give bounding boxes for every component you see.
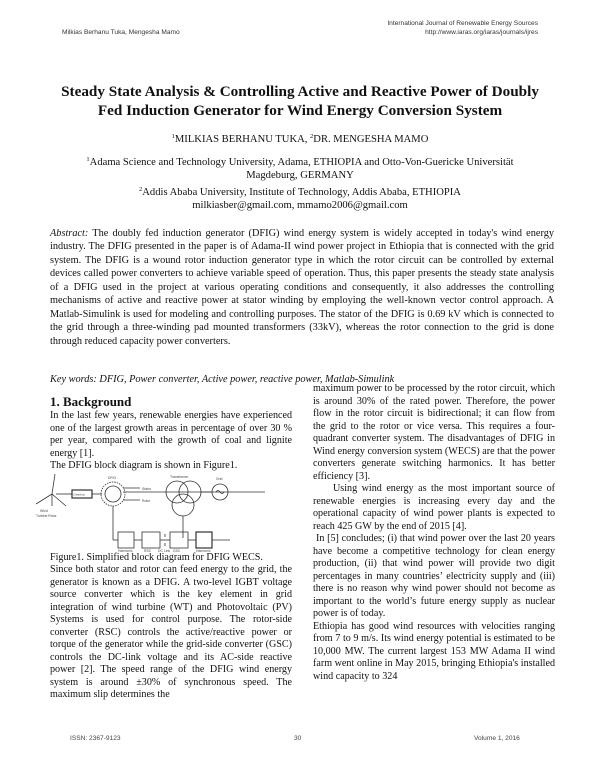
dfig-inner-icon [105, 486, 121, 502]
svg-text:Rotor: Rotor [142, 499, 151, 503]
footer-page-number: 30 [294, 735, 302, 742]
diagram-label-dfig: DFIG [108, 476, 117, 480]
author-list [0, 133, 600, 145]
svg-text:Harmonic: Harmonic [196, 549, 211, 553]
affiliation-2-text: Addis Ababa University, Institute of Technology, Addis Ababa, ETHIOPIA [142, 186, 461, 198]
keywords: Key words: DFIG, Power converter, Active power, reactive power, Matlab-Simulink [50, 374, 395, 385]
paragraph: In the last few years, renewable energies have experienced one of the largest growth areas in percentage of over 30 % per year, compared with the growth of coal and lignite energy [1]. [50, 410, 292, 459]
affiliation-1-marker: 1 [86, 156, 90, 163]
title-line-1: Steady State Analysis & Controlling Active and Reactive Power of Doubly [61, 83, 539, 100]
transformer-coil-3 [172, 494, 194, 516]
abstract [50, 227, 554, 348]
paragraph: In [5] concludes; (i) that wind power over the last 20 years have become a competitive technology for clean energy production, (ii) that wind power will provide two digit percentages in many countries’ electricity supply and (iii) there is no reason why wind power should not become as important to the world’s future energy supply as nuclear power is of today. [313, 533, 555, 619]
svg-text:Gearbox: Gearbox [73, 492, 86, 497]
diagram-label-transformer: Transformer [170, 475, 189, 479]
author-2-marker: 2 [310, 133, 314, 140]
svg-text:Harmonic: Harmonic [118, 549, 133, 553]
paragraph: Using wind energy as the most important source of renewable energies is increasing every day and the operational capacity of wind power plants is expected to reach 425 GW by the end of 2015 [4]. [313, 483, 555, 532]
paragraph: Since both stator and rotor can feed energy to the grid, the generator is known as a DFIG. A two-level IGBT voltage source converter which is the key element in grid integration of wind turbine (WT) and Photovoltaic (PV) Systems is used for control purpose. The rotor-side converter (RSC) controls the active/reactive power or torque of the generator while the grid-side converter (GSC) controls the DC-link voltage and its AC-side reactive power [2]. The speed range of the DFIG wind energy system is around ±30% of synchronous speed. The maximum slip determines the [50, 564, 292, 700]
gsc-block [170, 532, 188, 548]
rsc-block [142, 532, 160, 548]
affiliations [0, 153, 600, 213]
paragraph: The DFIG block diagram is shown in Figure1. [50, 460, 238, 471]
diagram-label-turbine: Wind [40, 509, 48, 513]
author-1: MILKIAS BERHANU TUKA, [174, 134, 311, 145]
footer-volume: Volume 1, 2016 [474, 735, 520, 742]
running-header-authors: Milkias Berhanu Tuka, Mengesha Mamo [62, 29, 180, 36]
diagram-label-grid: Grid [216, 477, 223, 481]
wind-turbine-icon [36, 474, 66, 506]
harmonic-filter-1-block [118, 532, 134, 548]
affiliation-1-cont: Magdeburg, GERMANY [246, 170, 354, 182]
abstract-text: The doubly fed induction generator (DFIG) wind energy system is widely accepted in today's wind energy industry. The DFIG presented in the paper is of Adama-II wind power project in Ethiopia that is connected with the grid system. The DFIG is a wound rotor induction generator type in which the rotor circuit can be controlled by external devices called power converters to achieve variable speed of operation. Thus, this paper presents the steady state analysis of a DFIG used in the project at various operating conditions and consequently, it also addresses the controlling mechanisms of active and reactive power at stator winding by employing the well-known vector control approach. A Matlab-Simulink is used for modeling and controlling purposes. The stator of the DFIG is 0.69 kV which is connected to the grid through a three-winding pad mounted transformers (33kV), whereas the rotor connection to the grid is done through reduced capacity power converters. [50, 228, 554, 347]
journal-name: International Journal of Renewable Energy Sources [387, 20, 538, 27]
svg-text:GSC: GSC [173, 549, 181, 553]
abstract-label: Abstract: [50, 228, 89, 239]
running-header-journal [387, 19, 538, 37]
affiliation-1 [0, 153, 600, 169]
svg-text:RSC: RSC [144, 549, 152, 553]
author-2: DR. MENGESHA MAMO [313, 134, 429, 145]
left-column-top [50, 394, 292, 473]
harmonic-filter-2-block [196, 532, 212, 548]
journal-url[interactable]: http://www.iaras.org/iaras/journals/ijres [425, 29, 538, 36]
author-emails[interactable]: milkiasber@gmail.com, mmamo2006@gmail.com [192, 200, 408, 212]
affiliation-2-marker: 2 [139, 185, 143, 193]
left-column-bottom [50, 564, 292, 702]
figure-caption: Figure1. Simplified block diagram for DFIG WECS. [50, 552, 263, 563]
dfig-block-diagram [30, 470, 300, 553]
affiliation-2 [0, 183, 600, 199]
right-column [313, 383, 555, 683]
svg-text:Turbine Rotor: Turbine Rotor [36, 514, 57, 518]
author-1-marker: 1 [171, 133, 175, 140]
paragraph: Ethiopia has good wind resources with velocities ranging from 7 to 9 m/s. Its wind energy potential is estimated to be 10,000 MW. The current largest 153 MW Adama II wind farm went online in May 2015, bringing Ethiopia's installed wind capacity to 324 [313, 620, 555, 682]
svg-text:Stator: Stator [142, 487, 152, 491]
paper-title [20, 82, 580, 120]
footer-issn: ISSN: 2367-9123 [70, 735, 121, 742]
title-line-2: Fed Induction Generator for Wind Energy Conversion System [97, 102, 503, 119]
paragraph: maximum power to be processed by the rotor circuit, which is around 30% of the rated power. Therefore, the power flow in the rotor circuit is bidirectional; it can flow from the grid to the rotor or vice versa. This requires a four-quadrant converter system. The disadvantages of DFIG in Wind energy conversion system (WECS) are that the power converters generate switching harmonics. It has better efficiency [3]. [313, 383, 555, 482]
svg-text:DC Link: DC Link [158, 549, 171, 553]
affiliation-1-text: Adama Science and Technology University, Adama, ETHIOPIA and Otto-Von-Guericke Universität [89, 157, 514, 168]
section-heading-background: 1. Background [50, 394, 132, 409]
